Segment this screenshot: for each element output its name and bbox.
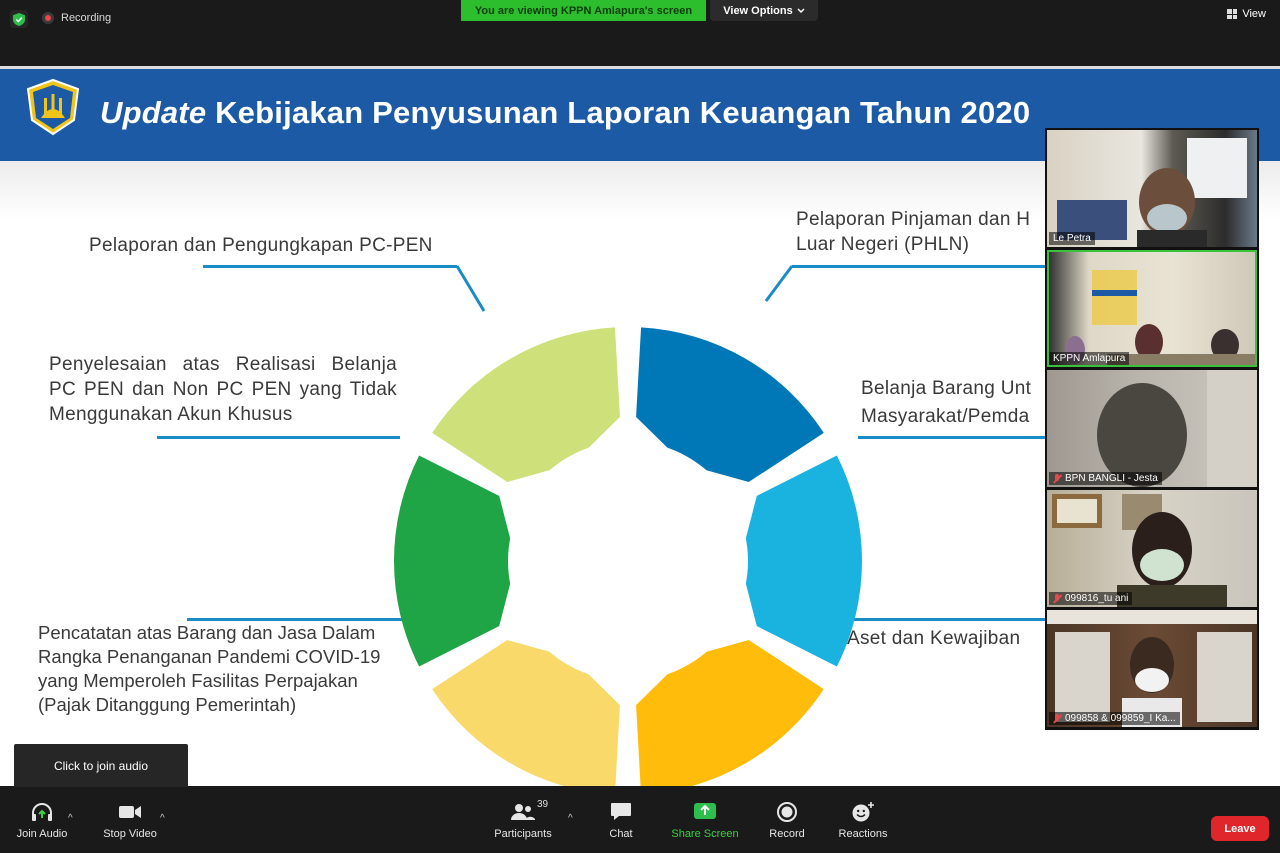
participant-tile[interactable] [1047, 130, 1257, 247]
record-icon [776, 801, 798, 823]
recording-label: Recording [61, 12, 112, 24]
participant-tile-active[interactable] [1047, 250, 1257, 367]
view-button[interactable] [1227, 8, 1266, 20]
video-camera-icon [118, 801, 142, 823]
reactions-button[interactable] [834, 787, 892, 853]
participants-icon [511, 798, 549, 823]
participant-video [1047, 130, 1257, 247]
participant-name: 099816_tu ani [1049, 592, 1132, 605]
participant-tile[interactable] [1047, 610, 1257, 727]
participant-video-strip [1045, 128, 1259, 730]
share-screen-button[interactable] [668, 787, 742, 853]
record-button[interactable] [762, 787, 812, 853]
participants-label: Participants [494, 827, 552, 840]
item-label-realisasi-belanja: Penyelesaian atas Realisasi Belanja PC PEN dan Non PC PEN yang Tidak Menggunakan Akun Khusus [49, 354, 397, 425]
item-label-belanja-barang-2: Masyarakat/Pemda [861, 406, 1030, 427]
participants-count: 39 [537, 798, 549, 810]
top-bar [0, 0, 1280, 66]
view-options-label: View Options [723, 4, 793, 17]
join-audio-tooltip: Click to join audio [14, 744, 188, 788]
viewing-banner: You are viewing KPPN Amlapura's screen [461, 0, 706, 21]
stop-video-label: Stop Video [103, 827, 157, 840]
item-label-belanja-barang-1: Belanja Barang Unt [861, 378, 1032, 399]
participant-video [1047, 370, 1257, 487]
item-label-pc-pen: Pelaporan dan Pengungkapan PC-PEN [89, 235, 433, 256]
participant-name: Le Petra [1049, 232, 1095, 245]
security-shield-icon[interactable] [10, 10, 28, 28]
reactions-label: Reactions [838, 827, 888, 840]
headphones-icon [30, 801, 54, 823]
leave-button[interactable]: Leave [1211, 816, 1269, 841]
join-audio-button[interactable] [10, 787, 74, 853]
participant-video [1047, 490, 1257, 607]
share-screen-icon [693, 801, 717, 823]
muted-mic-icon [1053, 474, 1061, 484]
recording-indicator[interactable] [42, 12, 111, 24]
participants-options-caret[interactable]: ^ [568, 813, 573, 824]
slide-title [100, 95, 1030, 131]
view-options-button[interactable] [710, 0, 818, 21]
participant-name: 099858 & 099859_I Ka... [1049, 712, 1180, 725]
item-label-pinjaman-2: Luar Negeri (PHLN) [796, 234, 970, 255]
participant-name: KPPN Amlapura [1049, 352, 1129, 365]
participant-tile[interactable] [1047, 370, 1257, 487]
video-options-caret[interactable]: ^ [160, 813, 165, 824]
chat-label: Chat [609, 827, 633, 840]
item-label-aset-kewajiban: Aset dan Kewajiban [847, 628, 1021, 649]
chat-bubble-icon [610, 801, 632, 823]
grid-view-icon [1227, 9, 1237, 19]
participant-video [1047, 610, 1257, 727]
participants-button[interactable] [488, 787, 558, 853]
muted-mic-icon [1053, 594, 1061, 604]
chat-button[interactable] [596, 787, 646, 853]
participant-name: BPN BANGLI - Jesta [1049, 472, 1162, 485]
item-label-pencatatan-barang-jasa: Pencatatan atas Barang dan Jasa Dalam Rangka Penanganan Pandemi COVID-19 yang Memperoleh Fasilitas Perpajakan (Pajak Ditanggung Pemerintah) [38, 622, 381, 715]
chevron-down-icon [797, 8, 805, 14]
audio-options-caret[interactable]: ^ [68, 813, 73, 824]
share-screen-label: Share Screen [671, 827, 739, 840]
ministry-logo-icon [24, 78, 82, 136]
item-label-pinjaman-1: Pelaporan Pinjaman dan H [796, 209, 1031, 230]
slide-title-italic: Update [100, 95, 207, 130]
stop-video-button[interactable] [98, 787, 162, 853]
recording-dot-icon [42, 12, 54, 24]
view-label: View [1242, 8, 1266, 20]
reactions-smiley-icon [851, 801, 875, 823]
record-label: Record [769, 827, 805, 840]
join-audio-label: Join Audio [16, 827, 68, 840]
participant-video [1047, 250, 1257, 367]
meeting-toolbar [0, 787, 1280, 853]
slide-title-rest: Kebijakan Penyusunan Laporan Keuangan Tahun 2020 [215, 95, 1031, 130]
muted-mic-icon [1053, 714, 1061, 724]
participant-tile[interactable] [1047, 490, 1257, 607]
